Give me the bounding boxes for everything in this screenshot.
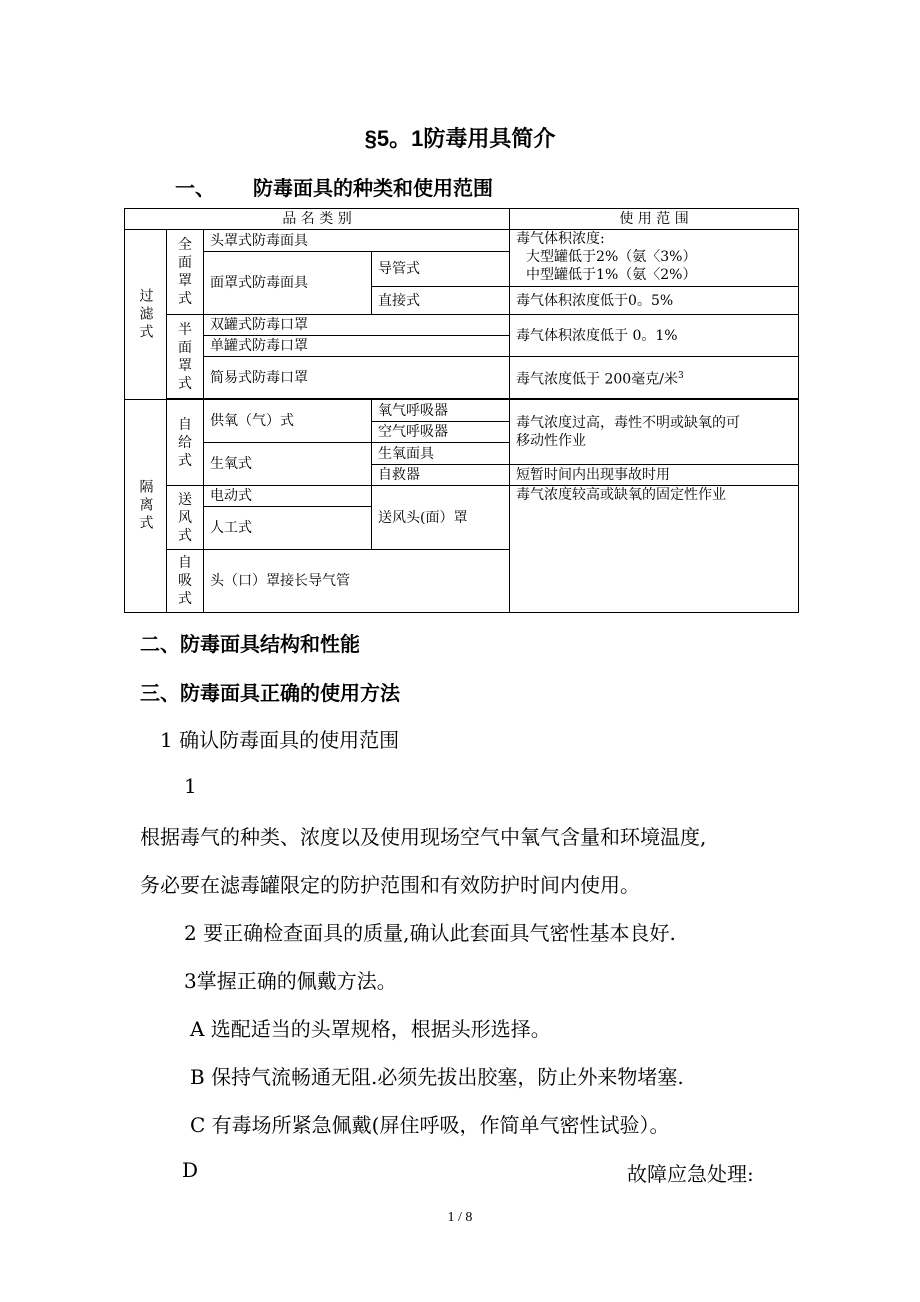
group-filter: 过滤式 [125, 230, 167, 400]
page-title: §5。1防毒用具简介 [364, 126, 556, 151]
scope-full [510, 230, 799, 287]
scope-direct: 毒气体积浓度低于0。5% [510, 287, 799, 315]
section-heading-3: 三、防毒面具正确的使用方法 [140, 683, 400, 705]
scope-self-supply [510, 400, 799, 465]
scope-simple-text: 毒气浓度低于 200毫克/米 [516, 371, 678, 388]
page-number: 1 / 8 [447, 1210, 473, 1225]
gas-mask-table [124, 208, 799, 613]
cell-air-hood: 送风头(面）罩 [372, 486, 510, 550]
sub-full-face-label: 全面罩式 [178, 237, 192, 307]
scope-short: 短暂时间内出现事故时用 [510, 465, 799, 486]
item-a: A 选配适当的头罩规格，根据头形选择。 [190, 1017, 551, 1041]
paragraph-line-1: 根据毒气的种类、浓度以及使用现场空气中氧气含量和环境温度, [140, 825, 707, 849]
item-1: 1 确认防毒面具的使用范围 [160, 728, 400, 752]
cell-air-breathing: 空气呼吸器 [372, 422, 510, 443]
item-d-letter: D [182, 1158, 199, 1182]
scope-simple-sup: 3 [677, 370, 684, 381]
scope-self-supply-line1: 毒气浓度过高，毒性不明或缺氧的可 [516, 415, 741, 431]
cell-oxygen-breathing: 氧气呼吸器 [372, 400, 510, 422]
scope-fixed: 毒气浓度较高或缺氧的固定性作业 [510, 486, 799, 613]
item-3: 3掌握正确的佩戴方法。 [184, 969, 397, 993]
section-title: 防毒面具的种类和使用范围 [253, 178, 493, 200]
table-row [125, 357, 799, 399]
item-d-text: 故障应急处理: [627, 1162, 754, 1186]
scope-half: 毒气体积浓度低于 0。1% [510, 315, 799, 357]
sub-self-supply [167, 400, 204, 486]
paragraph-line-2: 务必要在滤毒罐限定的防护范围和有效防护时间内使用。 [140, 873, 640, 897]
cell-electric: 电动式 [204, 486, 372, 507]
sub-half-face [167, 315, 204, 399]
scope-self-supply-line2: 移动性作业 [516, 433, 587, 449]
cell-face-mask: 面罩式防毒面具 [204, 252, 372, 315]
sub-half-face-label: 半面罩式 [178, 321, 192, 392]
group-isolation: 隔离式 [125, 400, 167, 613]
item-2: 2 要正确检查面具的质量,确认此套面具气密性基本良好. [184, 921, 676, 945]
section-heading-1 [175, 172, 493, 201]
sub-air-supply-label: 送风式 [178, 491, 192, 544]
cell-oxygen-gen: 生氧式 [204, 443, 372, 486]
table-header-row [125, 209, 799, 230]
cell-oxygen-supply: 供氧（气）式 [204, 400, 372, 443]
sub-full-face [167, 230, 204, 315]
scope-simple [510, 357, 799, 399]
table-row [125, 315, 799, 336]
header-category: 品 名 类 别 [125, 209, 510, 230]
cell-self-rescuer: 自救器 [372, 465, 510, 486]
sub-self-suction-label: 自吸式 [178, 555, 192, 607]
header-scope: 使 用 范 围 [510, 209, 799, 230]
item-b: B 保持气流畅通无阻.必须先拔出胶塞，防止外来物堵塞. [190, 1065, 684, 1089]
cell-manual: 人工式 [204, 507, 372, 550]
cell-oxygen-gen-mask: 生氧面具 [372, 443, 510, 465]
table-row [125, 230, 799, 252]
section-number: 一、 [175, 178, 215, 200]
cell-conduit: 导管式 [372, 252, 510, 287]
cell-long-hose: 头（口）罩接长导气管 [204, 550, 510, 613]
item-c: C 有毒场所紧急佩戴(屏住呼吸，作简单气密性试验）。 [190, 1113, 670, 1137]
cell-simple: 简易式防毒口罩 [204, 357, 510, 399]
cell-double-can: 双罐式防毒口罩 [204, 315, 510, 336]
section-heading-2: 二、防毒面具结构和性能 [140, 634, 360, 656]
item-1-number: 1 [184, 774, 197, 798]
scope-full-line1: 毒气体积浓度: [516, 231, 605, 247]
cell-single-can: 单罐式防毒口罩 [204, 336, 510, 357]
table-row [125, 400, 799, 422]
scope-full-line3: 中型罐低于1%（氨〈2%） [526, 267, 697, 283]
sub-self-supply-label: 自给式 [178, 416, 192, 469]
scope-full-line2: 大型罐低于2%（氨〈3%） [526, 249, 697, 265]
sub-air-supply [167, 486, 204, 550]
cell-direct: 直接式 [372, 287, 510, 315]
sub-self-suction [167, 550, 204, 613]
cell-head-mask: 头罩式防毒面具 [204, 230, 510, 252]
table-row [125, 486, 799, 507]
